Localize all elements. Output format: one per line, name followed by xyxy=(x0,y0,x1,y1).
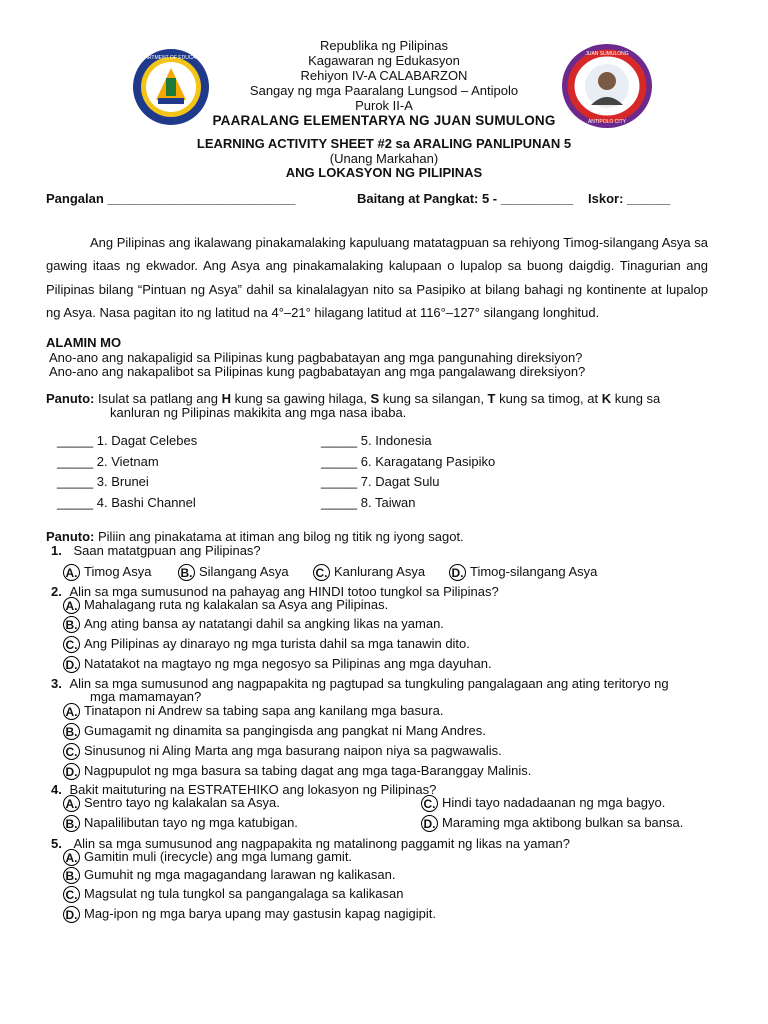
header-line-district: Purok II-A xyxy=(355,98,413,113)
panuto-2 xyxy=(46,529,464,544)
panuto-1-text: kung sa timog, at xyxy=(495,391,602,406)
q1-option-b-text: Silangang Asya xyxy=(199,564,289,579)
panuto-1-label: Panuto: xyxy=(46,391,95,406)
intro-text: Ang Pilipinas ang ikalawang pinakamalaking kapuluang matatagpuan sa rehiyong Timog-silangang Asya sa gawing itaas ng ekwador. Ang Asya ang pinakamalaking kalupaan o lupalop sa buong daigdig. Tinagurian ang Pilipinas bilang “Pintuan ng Asya” dahil sa kinalalagyan nito sa Pasipiko at bilang bahagi ng kontinente at lupalop ng Asya. Nasa pagitan ito ng latitud na 4°–21° hilagang latitud at 116°–127° silangang longhitud. xyxy=(46,235,708,321)
q1-option-a[interactable] xyxy=(63,564,151,581)
panuto-1 xyxy=(46,391,660,406)
header-line-region: Rehiyon IV-A CALABARZON xyxy=(300,68,468,83)
option-c-circle[interactable]: C. xyxy=(63,636,80,653)
q5-option-a[interactable] xyxy=(63,849,352,866)
fill-item-4[interactable]: _____ 4. Bashi Channel xyxy=(57,495,196,510)
fill-item-6[interactable]: _____ 6. Karagatang Pasipiko xyxy=(321,454,496,469)
option-a-circle[interactable]: A. xyxy=(63,597,80,614)
question-2-number: 2. xyxy=(51,584,62,599)
option-c-circle[interactable]: C. xyxy=(313,564,330,581)
option-a-circle[interactable]: A. xyxy=(63,703,80,720)
q2-option-c-text: Ang Pilipinas ay dinarayo ng mga turista dahil sa mga tanawin dito. xyxy=(84,636,470,651)
q2-option-d[interactable] xyxy=(63,656,492,673)
q3-option-c[interactable] xyxy=(63,743,502,760)
sheet-topic: ANG LOKASYON NG PILIPINAS xyxy=(285,165,483,180)
q1-option-b[interactable] xyxy=(178,564,289,581)
q4-option-d-text: Maraming mga aktibong bulkan sa bansa. xyxy=(442,815,684,830)
fill-item-2[interactable]: _____ 2. Vietnam xyxy=(57,454,159,469)
panuto-1-text: Isulat sa patlang ang xyxy=(94,391,222,406)
q4-option-b-text: Napalilibutan tayo ng mga katubigan. xyxy=(84,815,298,830)
alamin-question-2: Ano-ano ang nakapalibot sa Pilipinas kung pagbabatayan ang mga pangalawang direksiyon? xyxy=(49,364,586,379)
svg-text:DEPARTMENT OF EDUCATION: DEPARTMENT OF EDUCATION xyxy=(134,55,208,61)
grade-section-field[interactable]: Baitang at Pangkat: 5 - __________ xyxy=(357,191,574,206)
sheet-quarter: (Unang Markahan) xyxy=(329,151,439,166)
option-b-circle[interactable]: B. xyxy=(63,867,80,884)
header-line-division: Sangay ng mga Paaralang Lungsod – Antipolo xyxy=(249,83,519,98)
option-c-circle[interactable]: C. xyxy=(63,886,80,903)
q5-option-c-text: Magsulat ng tula tungkol sa pangangalaga sa kalikasan xyxy=(84,886,404,901)
question-1 xyxy=(51,543,261,558)
fill-item-7[interactable]: _____ 7. Dagat Sulu xyxy=(321,474,440,489)
q4-option-b[interactable] xyxy=(63,815,298,832)
q1-option-d[interactable] xyxy=(449,564,597,581)
q5-option-a-text: Gamitin muli (irecycle) ang mga lumang gamit. xyxy=(84,849,353,864)
q3-option-d[interactable] xyxy=(63,763,531,780)
panuto-1-letter-t: T xyxy=(487,391,496,406)
q5-option-d-text: Mag-ipon ng mga barya upang may gastusin kapag nagigipit. xyxy=(84,906,436,921)
option-b-circle[interactable]: B. xyxy=(63,723,80,740)
question-4-number: 4. xyxy=(51,782,62,797)
q3-option-b-text: Gumagamit ng dinamita sa pangingisda ang pangkat ni Mang Andres. xyxy=(84,723,486,738)
q5-option-c[interactable] xyxy=(63,886,403,903)
option-d-circle[interactable]: D. xyxy=(421,815,438,832)
q4-option-d[interactable] xyxy=(421,815,683,832)
option-a-circle[interactable]: A. xyxy=(63,564,80,581)
option-b-circle[interactable]: B. xyxy=(63,815,80,832)
name-field[interactable]: Pangalan __________________________ xyxy=(46,191,296,206)
q2-option-b-text: Ang ating bansa ay natatangi dahil sa angking likas na yaman. xyxy=(84,616,444,631)
question-3-text-line-2: mga mamamayan? xyxy=(90,689,202,704)
letterhead xyxy=(0,38,768,128)
q1-option-a-text: Timog Asya xyxy=(84,564,152,579)
panuto-1-text: kung sa silangan, xyxy=(379,391,488,406)
option-d-circle[interactable]: D. xyxy=(449,564,466,581)
question-1-text: Saan matatgpuan ang Pilipinas? xyxy=(73,543,261,558)
q2-option-c[interactable] xyxy=(63,636,470,653)
svg-text:ANTIPOLO CITY: ANTIPOLO CITY xyxy=(587,119,627,125)
option-c-circle[interactable]: C. xyxy=(421,795,438,812)
question-3-number: 3. xyxy=(51,676,62,691)
panuto-1-text: kung sa xyxy=(611,391,661,406)
q3-option-d-text: Nagpupulot ng mga basura sa tabing dagat ang mga taga-Baranggay Malinis. xyxy=(84,763,532,778)
q5-option-d[interactable] xyxy=(63,906,436,923)
q4-option-a[interactable] xyxy=(63,795,280,812)
option-a-circle[interactable]: A. xyxy=(63,849,80,866)
fill-item-5[interactable]: _____ 5. Indonesia xyxy=(321,433,432,448)
q1-option-d-text: Timog-silangang Asya xyxy=(470,564,598,579)
question-4-text: Bakit maituturing na ESTRATEHIKO ang lokasyon ng Pilipinas? xyxy=(69,782,437,797)
fill-item-1[interactable]: _____ 1. Dagat Celebes xyxy=(57,433,198,448)
score-field[interactable]: Iskor: ______ xyxy=(588,191,671,206)
panuto-1-letter-h: H xyxy=(221,391,231,406)
svg-text:2002: 2002 xyxy=(163,104,179,111)
q2-option-b[interactable] xyxy=(63,616,444,633)
panuto-2-label: Panuto: xyxy=(46,529,95,544)
q3-option-c-text: Sinusunog ni Aling Marta ang mga basurang naipon niya sa pagwawalis. xyxy=(84,743,502,758)
header-line-department: Kagawaran ng Edukasyon xyxy=(308,53,460,68)
question-1-number: 1. xyxy=(51,543,62,558)
school-name: PAARALANG ELEMENTARYA NG JUAN SUMULONG xyxy=(212,113,556,128)
question-5-text: Alin sa mga sumusunod ang nagpapakita ng matalinong paggamit ng likas na yaman? xyxy=(73,836,570,851)
q3-option-a[interactable] xyxy=(63,703,443,720)
alamin-question-1: Ano-ano ang nakapaligid sa Pilipinas kung pagbabatayan ang mga pangunahing direksiyon? xyxy=(49,350,583,365)
svg-text:JUAN SUMULONG: JUAN SUMULONG xyxy=(585,51,629,57)
option-b-circle[interactable]: B. xyxy=(63,616,80,633)
q5-option-b[interactable] xyxy=(63,867,395,884)
sheet-title: LEARNING ACTIVITY SHEET #2 sa ARALING PANLIPUNAN 5 xyxy=(196,136,572,151)
q1-option-c-text: Kanlurang Asya xyxy=(334,564,426,579)
q3-option-a-text: Tinatapon ni Andrew sa tabing sapa ang kanilang mga basura. xyxy=(84,703,444,718)
option-b-circle[interactable]: B. xyxy=(178,564,195,581)
fill-item-3[interactable]: _____ 3. Brunei xyxy=(57,474,149,489)
panuto-1-text: kung sa gawing hilaga, xyxy=(230,391,371,406)
q4-option-a-text: Sentro tayo ng kalakalan sa Asya. xyxy=(84,795,280,810)
q2-option-a-text: Mahalagang ruta ng kalakalan sa Asya ang Pilipinas. xyxy=(84,597,389,612)
q4-option-c[interactable] xyxy=(421,795,665,812)
intro-paragraph xyxy=(46,231,708,325)
option-d-circle[interactable]: D. xyxy=(63,763,80,780)
option-d-circle[interactable]: D. xyxy=(63,906,80,923)
header-line-republic: Republika ng Pilipinas xyxy=(320,38,448,53)
q2-option-a[interactable] xyxy=(63,597,388,614)
option-a-circle[interactable]: A. xyxy=(63,795,80,812)
question-3-text: Alin sa mga sumusunod ang nagpapakita ng pagtupad sa tungkuling pangalagaan ang ating teritoryo ng xyxy=(69,676,669,691)
question-5-number: 5. xyxy=(51,836,62,851)
q2-option-d-text: Natatakot na magtayo ng mga negosyo sa Pilipinas ang mga dayuhan. xyxy=(84,656,492,671)
q1-option-c[interactable] xyxy=(313,564,425,581)
q4-option-c-text: Hindi tayo nadadaanan ng mga bagyo. xyxy=(442,795,666,810)
fill-item-8[interactable]: _____ 8. Taiwan xyxy=(321,495,416,510)
panuto-2-text: Piliin ang pinakatama at itiman ang bilog ng titik ng iyong sagot. xyxy=(94,529,464,544)
option-d-circle[interactable]: D. xyxy=(63,656,80,673)
q5-option-b-text: Gumuhit ng mga magagandang larawan ng kalikasan. xyxy=(84,867,396,882)
panuto-1-line-2: kanluran ng Pilipinas makikita ang mga nasa ibaba. xyxy=(110,405,407,420)
alamin-heading: ALAMIN MO xyxy=(46,335,122,350)
panuto-1-letter-k: K xyxy=(601,391,612,406)
panuto-1-letter-s: S xyxy=(370,391,380,406)
option-c-circle[interactable]: C. xyxy=(63,743,80,760)
q3-option-b[interactable] xyxy=(63,723,486,740)
question-2-text: Alin sa mga sumusunod na pahayag ang HINDI totoo tungkol sa Pilipinas? xyxy=(69,584,499,599)
